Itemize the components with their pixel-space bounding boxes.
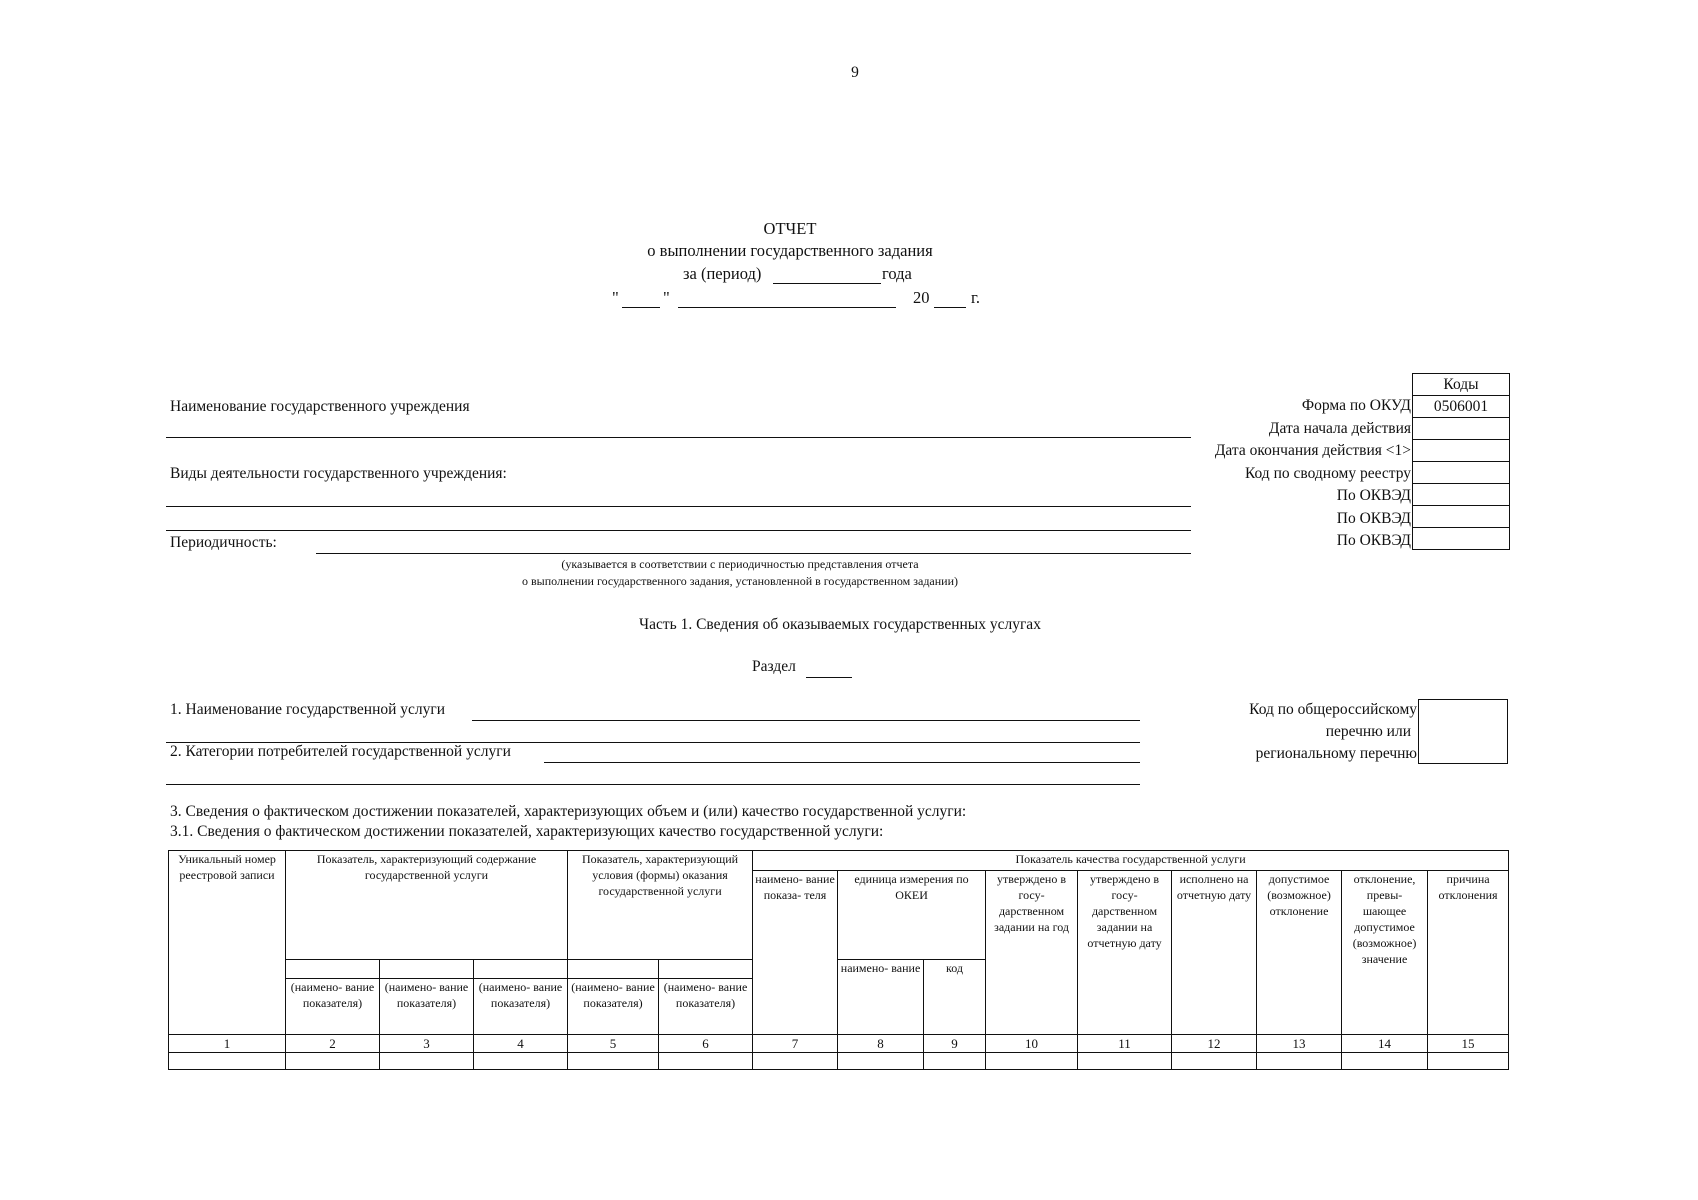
page-number: 9 — [851, 64, 859, 81]
table-cell — [380, 1053, 474, 1070]
date-close-quote: " — [663, 288, 670, 307]
table-cell — [924, 1053, 986, 1070]
th-q-unit: единица измерения по ОКЕИ — [838, 871, 986, 960]
institution-name-label: Наименование государственного учреждения — [170, 398, 470, 415]
table-cell — [1428, 1053, 1509, 1070]
consumers-line-2 — [166, 784, 1140, 785]
year-prefix: 20 — [913, 288, 930, 307]
col-number: 13 — [1257, 1035, 1342, 1053]
label-end-date: Дата окончания действия <1> — [1214, 442, 1411, 459]
registry-code-box — [1418, 699, 1508, 764]
col-number: 9 — [924, 1035, 986, 1053]
periodicity-note-2: о выполнении государственного задания, установленной в государственном задании) — [521, 574, 959, 588]
code-label-3: региональному перечню — [1255, 745, 1417, 762]
codes-header: Коды — [1413, 374, 1510, 396]
table-row — [169, 1053, 1509, 1070]
table-cell — [659, 1053, 753, 1070]
service-name-label: 1. Наименование государственной услуги — [170, 701, 446, 718]
table-cell — [1078, 1053, 1172, 1070]
code-okved-1 — [1413, 484, 1510, 506]
quality-table — [168, 850, 1509, 1070]
service-name-line — [472, 720, 1140, 721]
th-q-unit-name: наимено- вание — [838, 960, 924, 1035]
consumers-label: 2. Категории потребителей государственной услуги — [170, 743, 511, 760]
table-cell — [1172, 1053, 1257, 1070]
document-title: ОТЧЕТ — [763, 219, 817, 238]
period-blank-line — [773, 283, 881, 284]
th-unique-number: Уникальный номер реестровой записи — [169, 851, 286, 1035]
period-prefix: за (период) — [683, 264, 762, 283]
activities-label: Виды деятельности государственного учреждения: — [170, 465, 507, 482]
th-q-unit-code: код — [924, 960, 986, 1035]
code-end-date — [1413, 440, 1510, 462]
code-label-2: перечню или — [1325, 723, 1411, 740]
code-okved-3 — [1413, 528, 1510, 550]
col-number: 5 — [568, 1035, 659, 1053]
periodicity-line — [316, 553, 1191, 554]
document-subtitle: о выполнении государственного задания — [647, 241, 933, 260]
label-start-date: Дата начала действия — [1268, 419, 1411, 437]
periodicity-note-1: (указывается в соответствии с периодичностью представления отчета — [561, 557, 919, 571]
th-q-allowed: допустимое (возможное) отклонение — [1257, 871, 1342, 1035]
col-number: 6 — [659, 1035, 753, 1053]
table-cell — [568, 1053, 659, 1070]
table-cell — [753, 1053, 838, 1070]
section-label: Раздел — [752, 658, 796, 675]
period-suffix: года — [882, 264, 912, 283]
col-number: 3 — [380, 1035, 474, 1053]
code-label-1: Код по общероссийскому — [1249, 701, 1417, 718]
codes-table — [1412, 373, 1510, 550]
th-conditions-sub-2 — [659, 960, 753, 979]
table-cell — [838, 1053, 924, 1070]
table-cell — [474, 1053, 568, 1070]
table-cell — [1257, 1053, 1342, 1070]
th-sub-name-6: (наимено- вание показателя) — [659, 979, 753, 1035]
consumers-line — [544, 762, 1140, 763]
date-month-line — [678, 307, 896, 308]
table-cell — [169, 1053, 286, 1070]
th-conditions-indicator: Показатель, характеризующий условия (формы) оказания государственной услуги — [568, 851, 753, 960]
date-day-line — [622, 307, 660, 308]
table-cell — [986, 1053, 1078, 1070]
th-q-reason: причина отклонения — [1428, 871, 1509, 1035]
year-suffix: г. — [971, 288, 981, 307]
th-content-sub-2 — [380, 960, 474, 979]
code-okud: 0506001 — [1413, 396, 1510, 418]
th-content-sub-1 — [286, 960, 380, 979]
th-q-name: наимено- вание показа- теля — [753, 871, 838, 1035]
date-open-quote: " — [612, 288, 619, 307]
th-q-excess: отклонение, превы- шающее допустимое (возможное) значение — [1342, 871, 1428, 1035]
section-line — [806, 677, 852, 678]
th-sub-name-5: (наимено- вание показателя) — [568, 979, 659, 1035]
col-number: 14 — [1342, 1035, 1428, 1053]
label-okved-3: По ОКВЭД — [1336, 532, 1411, 549]
th-conditions-sub-1 — [568, 960, 659, 979]
th-sub-name-3: (наимено- вание показателя) — [380, 979, 474, 1035]
label-okved-2: По ОКВЭД — [1336, 509, 1411, 527]
th-q-done: исполнено на отчетную дату — [1172, 871, 1257, 1035]
info-3-1: 3.1. Сведения о фактическом достижении показателей, характеризующих качество государственной услуги: — [170, 823, 884, 840]
activities-line-2 — [166, 530, 1191, 531]
th-quality-indicator: Показатель качества государственной услуги — [753, 851, 1509, 871]
th-q-approved-year: утверждено в госу- дарственном задании на год — [986, 871, 1078, 1035]
col-number: 2 — [286, 1035, 380, 1053]
institution-name-line — [166, 437, 1191, 438]
th-content-indicator: Показатель, характеризующий содержание государственной услуги — [286, 851, 568, 960]
table-cell — [286, 1053, 380, 1070]
info-3: 3. Сведения о фактическом достижении показателей, характеризующих объем и (или) качество государственной услуги: — [170, 803, 967, 820]
code-okved-2 — [1413, 506, 1510, 528]
col-number: 10 — [986, 1035, 1078, 1053]
th-q-approved-date: утверждено в госу- дарственном задании на отчетную дату — [1078, 871, 1172, 1035]
col-number: 7 — [753, 1035, 838, 1053]
label-registry: Код по сводному реестру — [1244, 464, 1411, 482]
code-start-date — [1413, 418, 1510, 440]
col-number: 15 — [1428, 1035, 1509, 1053]
col-number: 11 — [1078, 1035, 1172, 1053]
th-sub-name-2: (наимено- вание показателя) — [286, 979, 380, 1035]
th-sub-name-4: (наимено- вание показателя) — [474, 979, 568, 1035]
activities-line-1 — [166, 506, 1191, 507]
col-number: 12 — [1172, 1035, 1257, 1053]
th-content-sub-3 — [474, 960, 568, 979]
col-number: 4 — [474, 1035, 568, 1053]
label-okud: Форма по ОКУД — [1301, 397, 1411, 414]
part1-title: Часть 1. Сведения об оказываемых государственных услугах — [639, 616, 1041, 633]
codes-labels — [1215, 395, 1411, 553]
col-number: 1 — [169, 1035, 286, 1053]
col-number: 8 — [838, 1035, 924, 1053]
table-cell — [1342, 1053, 1428, 1070]
code-registry — [1413, 462, 1510, 484]
periodicity-label: Периодичность: — [170, 534, 277, 551]
year-line — [934, 307, 966, 308]
label-okved-1: По ОКВЭД — [1336, 487, 1411, 504]
